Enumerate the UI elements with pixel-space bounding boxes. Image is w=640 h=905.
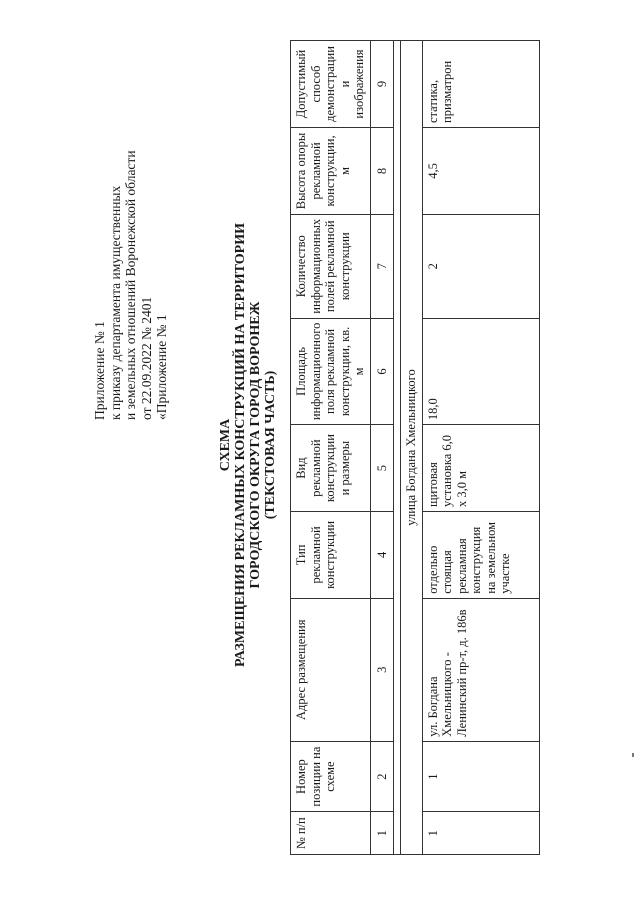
header-cell-area: Площадь информационного поля рекламной конструкции, кв. м	[291, 318, 371, 424]
header-cell-method: Допустимый способ демонстрации и изображения	[291, 41, 371, 128]
table-row	[422, 41, 539, 855]
column-number: 3	[370, 598, 394, 741]
title-line-1: СХЕМА	[218, 418, 233, 472]
spacer-row	[394, 41, 401, 855]
header-cell-number: № п/п	[291, 812, 371, 855]
column-number: 4	[370, 511, 394, 598]
header-cell-type: Тип рекламной конструкции	[291, 511, 371, 598]
column-number-row	[370, 41, 394, 855]
header-cell-address: Адрес размещения	[291, 598, 371, 741]
cell-position: 1	[422, 741, 539, 812]
header-cell-kind: Вид рекламной конструкции и размеры	[291, 425, 371, 512]
appendix-line-3: и земельных отношений Воронежской области	[123, 150, 138, 420]
cell-area: 18,0	[422, 318, 539, 424]
title-line-3: ГОРОДСКОГО ОКРУГА ГОРОД ВОРОНЕЖ	[248, 301, 263, 589]
column-number: 6	[370, 318, 394, 424]
appendix-line-4: от 22.09.2022 № 2401	[138, 296, 154, 420]
header-cell-fields: Количество информационных полей рекламной конструкции	[291, 214, 371, 318]
cell-height: 4,5	[422, 128, 539, 215]
column-number: 5	[370, 425, 394, 512]
column-number: 9	[370, 41, 394, 128]
cell-address: ул. Богдана Хмельницкого - Ленинский пр-т, д. 186в	[422, 598, 539, 741]
appendix-note	[92, 60, 170, 420]
cell-type: отдельно стоящая рекламная конструкция на земельном участке	[422, 511, 539, 598]
cell-kind: щитовая установка 6,0 х 3,0 м	[422, 425, 539, 512]
scan-mark	[632, 753, 634, 757]
cell-number: 1	[422, 812, 539, 855]
appendix-line-5: «Приложение № 1	[154, 314, 169, 420]
cell-fields: 2	[422, 214, 539, 318]
column-number: 1	[370, 812, 394, 855]
title-line-4: (ТЕКСТОВАЯ ЧАСТЬ)	[263, 370, 278, 520]
title-line-2: РАЗМЕЩЕНИЯ РЕКЛАМНЫХ КОНСТРУКЦИЙ НА ТЕРРИТОРИИ	[233, 223, 248, 667]
header-cell-height: Высота опоры рекламной конструкции, м	[291, 128, 371, 215]
column-number: 8	[370, 128, 394, 215]
column-number: 7	[370, 214, 394, 318]
table-header-row	[291, 41, 371, 855]
spacer-cell	[394, 41, 401, 855]
cell-method: статика, призматрон	[422, 41, 539, 128]
header-cell-position: Номер позиции на схеме	[291, 741, 371, 812]
placement-table	[290, 40, 540, 855]
column-number: 2	[370, 741, 394, 812]
appendix-line-2: к приказу департамента имущественных	[107, 185, 123, 420]
appendix-line-1: Приложение № 1	[92, 321, 107, 420]
street-group-row	[401, 41, 423, 855]
document-title	[218, 165, 278, 725]
street-name: улица Богдана Хмельницкого	[401, 41, 423, 855]
